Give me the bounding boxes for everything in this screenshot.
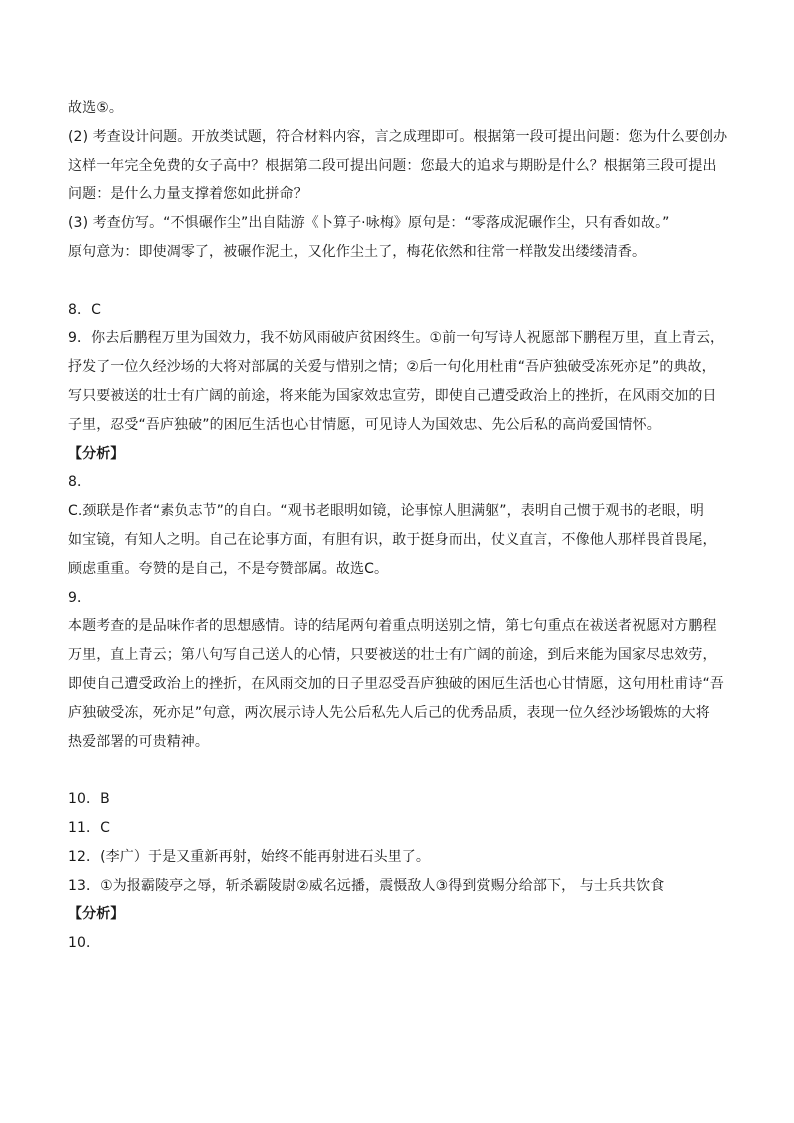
- answer-line: 10．B: [68, 791, 110, 808]
- analysis-heading: 【分析】: [68, 906, 125, 923]
- question-number: 9．: [68, 589, 92, 606]
- text-line: 庐独破受冻，死亦足”句意，两次展示诗人先公后私先人后己的优秀品质，表现一位久经沙场锻炼的大将: [68, 704, 710, 721]
- blank-line: [68, 756, 730, 785]
- text-line: (2) 考查设计问题。开放类试题，符合材料内容，言之成理即可。根据第一段可提出问题：您为什么要创办: [68, 128, 728, 145]
- text-line: 万里，直上青云；第八句写自己送人的心情，只要被送的壮士有广阔的前途，到后来能为国家尽忠效劳，: [68, 647, 717, 664]
- text-line: 即使自己遭受政治上的挫折，在风雨交加的日子里忍受吾庐独破的困厄生活也心甘情愿，这句用杜甫诗“吾: [68, 675, 724, 692]
- text-line: 子里，忍受“吾庐独破”的困厄生活也心甘情愿，可见诗人为国效忠、先公后私的高尚爱国情怀。: [68, 416, 661, 433]
- text-line: 故选⑤。: [68, 100, 123, 116]
- text-line: 热爱部署的可贵精神。: [68, 733, 209, 750]
- text-line: 抒发了一位久经沙场的大将对部属的关爱与惜别之情；②后一句化用杜甫“吾庐独破受冻死亦足”的典故，: [68, 359, 716, 376]
- question-number: 10．: [68, 935, 101, 952]
- document-body: [68, 94, 730, 958]
- text-line: 如宝镜，有知人之明。自己在论事方面，有胆有识，敢于挺身而出，仗义直言，不像他人那样畏首畏尾，: [68, 531, 717, 548]
- text-line: C.颈联是作者“素负志节”的自白。“观书老眼明如镜，论事惊人胆满躯”，表明自己惯于观书的老眼，明: [68, 503, 705, 520]
- answer-line: 13．①为报霸陵亭之辱，斩杀霸陵尉②威名远播，震慑敌人③得到赏赐分给部下， 与士兵共饮食: [68, 877, 665, 894]
- answer-line: 12．(李广）于是又重新再射，始终不能再射进石头里了。: [68, 848, 430, 865]
- text-line: 问题：是什么力量支撑着您如此拼命？: [68, 186, 308, 203]
- text-line: 本题考查的是品味作者的思想感情。诗的结尾两句着重点明送别之情，第七句重点在祓送者祝愿对方鹏程: [68, 618, 717, 635]
- text-line: 这样一年完全免费的女子高中？根据第二段可提出问题：您最大的追求与期盼是什么？根据第三段可提出: [68, 157, 717, 174]
- blank-line: [68, 267, 730, 296]
- text-line: 顾虑重重。夸赞的是自己，不是夸赞部属。故选C。: [68, 560, 389, 577]
- answer-line: 9．你去后鹏程万里为国效力，我不妨风雨破庐贫困终生。①前一句写诗人祝愿部下鹏程万里，直上青云，: [68, 330, 725, 347]
- answer-line: 11．C: [68, 819, 110, 836]
- answer-line: 8．C: [68, 301, 101, 318]
- text-line: 原句意为：即使凋零了，被碾作泥土，又化作尘土了，梅花依然和往常一样散发出缕缕清香。: [68, 243, 647, 260]
- text-line: 写只要被送的壮士有广阔的前途，将来能为国家效忠宣劳，即使自己遭受政治上的挫折，在风雨交加的日: [68, 387, 717, 404]
- question-number: 8．: [68, 474, 92, 491]
- analysis-heading: 【分析】: [68, 445, 125, 462]
- text-line: (3) 考查仿写。“不惧碾作尘”出自陆游《卜算子·咏梅》原句是：“零落成泥碾作尘，只有香如故。”: [68, 215, 670, 232]
